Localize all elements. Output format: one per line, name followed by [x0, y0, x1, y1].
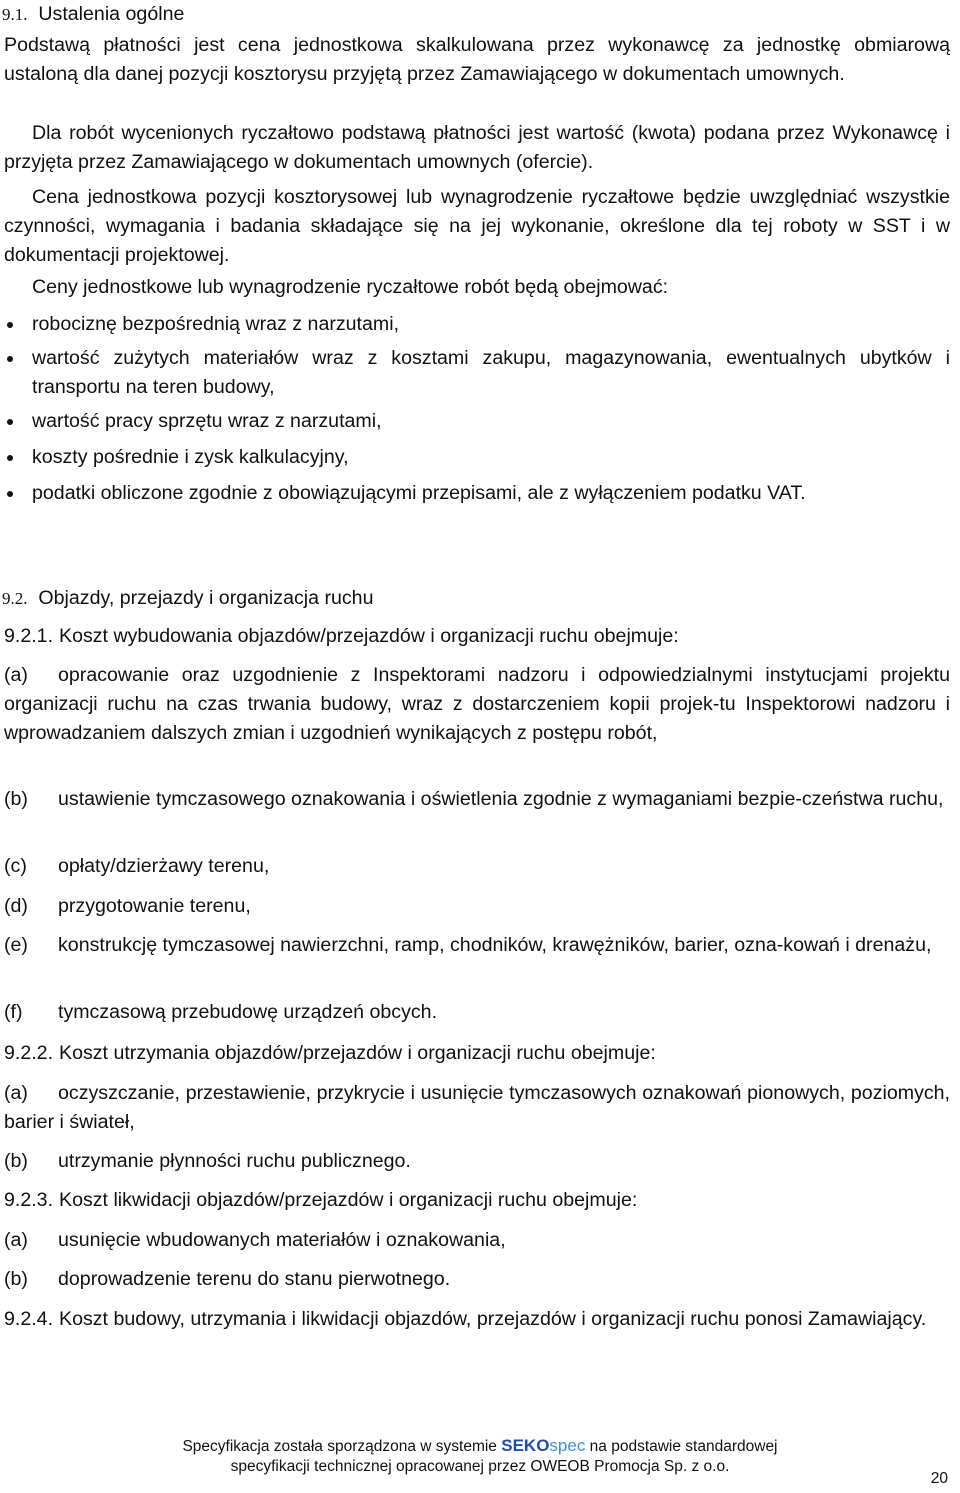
footer-line-2: specyfikacji technicznej opracowanej przez OWEOB Promocja Sp. z o.o. — [230, 1458, 730, 1475]
paragraph-payment-basis: Podstawą płatności jest cena jednostkowa skalkulowana przez wykonawcę za jednostkę obmiarową ustaloną dla danej pozycji kosztorysu przyjętą przez Zamawiającego w dokumentach umownych. — [4, 34, 950, 85]
list-item — [4, 1079, 950, 1137]
page-number: 20 — [930, 1470, 948, 1487]
item-label: (d) — [4, 895, 28, 917]
brand-logo-part2: spec — [549, 1436, 586, 1455]
item-text: tymczasową przebudowę urządzeń obcych. — [58, 1001, 438, 1023]
item-label: (e) — [4, 934, 28, 956]
brand-logo-part1: SEKO — [501, 1436, 550, 1455]
subsection-text: Koszt likwidacji objazdów/przejazdów i organizacji ruchu obejmuje: — [59, 1189, 638, 1211]
list-item-text: podatki obliczone zgodnie z obowiązującymi przepisami, ale z wyłączeniem podatku VAT. — [32, 482, 806, 504]
item-text: przygotowanie terenu, — [58, 895, 251, 917]
section-title: Ustalenia ogólne — [38, 3, 185, 25]
bullet-icon — [7, 356, 13, 362]
subsection-number: 9.2.2. — [4, 1042, 54, 1064]
item-text: utrzymanie płynności ruchu publicznego. — [58, 1150, 411, 1172]
list-item — [4, 344, 950, 402]
item-label: (f) — [4, 1001, 23, 1023]
footer-line-1 — [0, 1436, 960, 1456]
subsection-number: 9.2.4. — [4, 1308, 54, 1330]
subsection-9-2-3 — [4, 1186, 950, 1215]
section-heading-9-1 — [2, 0, 184, 29]
item-label: (b) — [4, 1268, 28, 1290]
list-item-text: robociznę bezpośrednią wraz z narzutami, — [32, 313, 400, 335]
list-item — [4, 310, 950, 339]
paragraph-lump-sum: Dla robót wycenionych ryczałtowo podstawą płatności jest wartość (kwota) podana przez Wykonawcę i przyjęta przez Zamawiającego w dokumentach umownych (ofercie). — [4, 122, 950, 173]
subsection-9-2-2 — [4, 1039, 950, 1068]
subsection-9-2-1 — [4, 622, 950, 651]
item-label: (a) — [4, 1082, 28, 1104]
list-item — [4, 1147, 950, 1176]
subsection-number: 9.2.3. — [4, 1189, 54, 1211]
list-item-text: koszty pośrednie i zysk kalkulacyjny, — [32, 446, 349, 468]
item-text: konstrukcję tymczasowej nawierzchni, ramp, chodników, krawężników, barier, ozna-kowań i drenażu, — [58, 934, 932, 956]
paragraph-unit-price: Cena jednostkowa pozycji kosztorysowej lub wynagrodzenie ryczałtowe będzie uwzględniać wszystkie czynności, wymagania i badania składające się na jej wykonanie, określone dla tej roboty w SST i w dokumentacji projektowej. — [4, 186, 950, 266]
bullet-icon — [7, 455, 13, 461]
item-text: doprowadzenie terenu do stanu pierwotnego. — [58, 1268, 451, 1290]
item-text: opracowanie oraz uzgodnienie z Inspektorami nadzoru i odpowiedzialnymi instytucjami projektu organizacji ruchu na czas trwania budowy, wraz z dostarczeniem kopii projek-tu Inspektorowi nadzoru i wprowadzaniem dalszych zmian i uzgodnień wynikających z postępu robót, — [4, 664, 950, 744]
paragraph-price-includes: Ceny jednostkowe lub wynagrodzenie ryczałtowe robót będą obejmować: — [32, 276, 669, 298]
list-item — [4, 1226, 950, 1255]
list-item — [4, 998, 950, 1027]
list-item — [4, 479, 950, 508]
list-item — [4, 661, 950, 748]
item-text: ustawienie tymczasowego oznakowania i oświetlenia zgodnie z wymaganiami bezpie-czeństwa ruchu, — [58, 788, 944, 810]
item-text: oczyszczanie, przestawienie, przykrycie i usunięcie tymczasowych oznakowań pionowych, poziomych, barier i świateł, — [4, 1082, 950, 1133]
bullet-icon — [7, 419, 13, 425]
item-label: (a) — [4, 1229, 28, 1251]
section-title: Objazdy, przejazdy i organizacja ruchu — [38, 587, 374, 609]
list-item — [4, 931, 950, 960]
bullet-icon — [7, 491, 13, 497]
section-number: 9.1. — [2, 5, 28, 24]
list-item — [4, 1265, 950, 1294]
section-number: 9.2. — [2, 589, 28, 608]
list-item-text: wartość pracy sprzętu wraz z narzutami, — [32, 410, 382, 432]
footer-text: Specyfikacja została sporządzona w systemie — [182, 1438, 497, 1455]
item-label: (b) — [4, 788, 28, 810]
item-label: (b) — [4, 1150, 28, 1172]
item-text: opłaty/dzierżawy terenu, — [58, 855, 270, 877]
subsection-number: 9.2.1. — [4, 625, 54, 647]
subsection-text: Koszt wybudowania objazdów/przejazdów i organizacji ruchu obejmuje: — [59, 625, 679, 647]
list-item — [4, 443, 950, 472]
list-item — [4, 407, 950, 436]
item-label: (c) — [4, 855, 27, 877]
section-heading-9-2 — [2, 584, 373, 613]
subsection-9-2-4 — [4, 1305, 950, 1334]
subsection-text: Koszt budowy, utrzymania i likwidacji objazdów, przejazdów i organizacji ruchu ponosi Zamawiający. — [59, 1308, 927, 1330]
list-item — [4, 785, 950, 814]
footer-text: na podstawie standardowej — [589, 1438, 778, 1455]
list-item — [4, 852, 950, 881]
bullet-icon — [7, 322, 13, 328]
subsection-text: Koszt utrzymania objazdów/przejazdów i organizacji ruchu obejmuje: — [59, 1042, 656, 1064]
item-text: usunięcie wbudowanych materiałów i oznakowania, — [58, 1229, 506, 1251]
list-item — [4, 892, 950, 921]
item-label: (a) — [4, 664, 28, 686]
list-item-text: wartość zużytych materiałów wraz z kosztami zakupu, magazynowania, ewentualnych ubytków i transportu na teren budowy, — [32, 347, 950, 398]
